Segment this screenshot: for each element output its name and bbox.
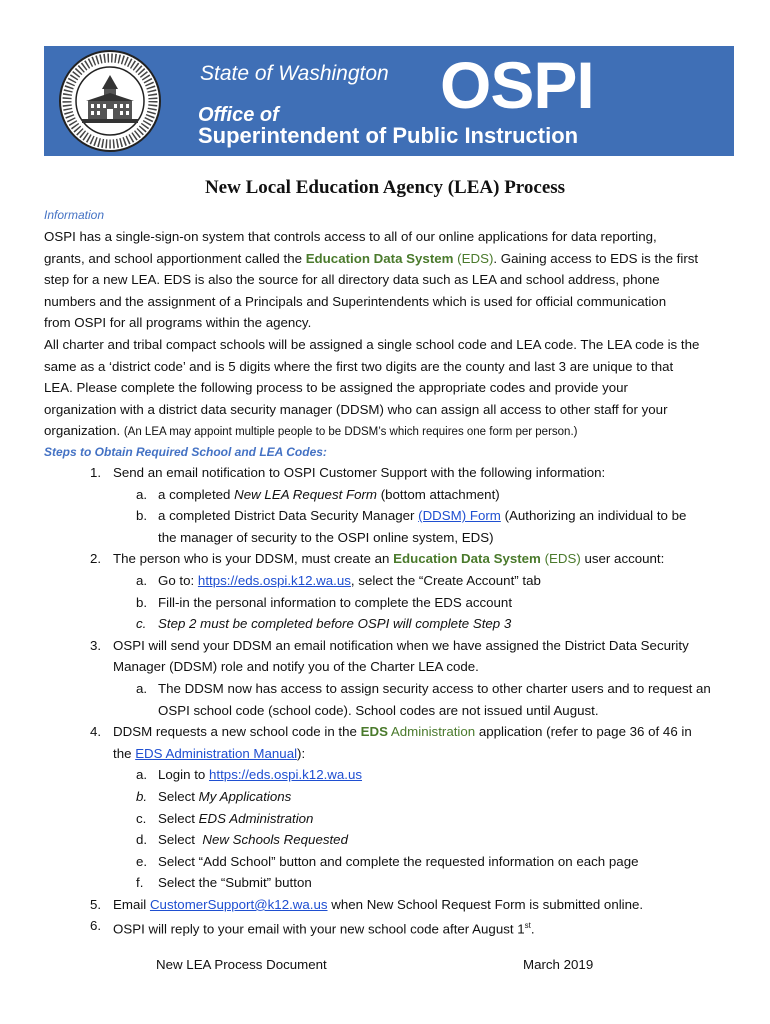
page-title: New Local Education Agency (LEA) Process (204, 177, 566, 198)
list-item: a. Login to https://eds.ospi.k12.wa.us (136, 767, 363, 783)
info-line: from OSPI for all programs within the agency. (44, 315, 312, 331)
ddsm-form-link[interactable]: (DDSM) Form (418, 508, 501, 524)
footer-date: March 2019 (523, 957, 594, 972)
list-item: 3. OSPI will send your DDSM an email notification when we have assigned the District Data Security (90, 637, 689, 653)
list-item: the EDS Administration Manual): (113, 745, 306, 761)
list-item: OSPI school code (school code). School codes are not issued until August. (158, 702, 599, 718)
info-note: (An LEA may appoint multiple people to be DDSM’s which requires one form per person.) (123, 426, 578, 439)
list-item: the manager of security to the OSPI online system, EDS) (158, 529, 494, 545)
list-item: a. The DDSM now has access to assign security access to other charter users and to request an (136, 680, 711, 696)
banner-office-of: Office of (198, 104, 279, 126)
list-item: Manager (DDSM) role and notify you of the Charter LEA code. (113, 659, 479, 675)
info-line: numbers and the assignment of a Principals and Superintendents which is used for official communication (44, 293, 667, 309)
information-label: Information (44, 208, 105, 222)
list-item: 5. Email CustomerSupport@k12.wa.us when New School Request Form is submitted online. (90, 896, 644, 912)
banner-state-name: State of Washington (200, 62, 389, 85)
info-line: LEA. Please complete the following process to be assigned the appropriate codes and provide your (44, 380, 628, 396)
list-item: d. Select New Schools Requested (136, 832, 348, 848)
list-item: b. Fill-in the personal information to complete the EDS account (136, 594, 513, 610)
list-item: a. a completed New LEA Request Form (bottom attachment) (136, 486, 500, 502)
information-paragraph (44, 226, 734, 444)
eds-login-link[interactable]: https://eds.ospi.k12.wa.us (209, 767, 363, 783)
list-item: 6. OSPI will reply to your email with your new school code after August 1st. (90, 918, 535, 937)
state-seal-logo (58, 49, 162, 153)
list-item: 4. DDSM requests a new school code in the EDS Administration application (refer to page 36 of 46 in (90, 724, 692, 740)
info-line: organization. (An LEA may appoint multiple people to be DDSM’s which requires one form per person.) (44, 423, 578, 439)
info-line: OSPI has a single-sign-on system that controls access to all of our online applications for data reporting, (44, 229, 657, 244)
info-line: step for a new LEA. EDS is also the source for all directory data such as LEA and school address, phone (44, 272, 660, 288)
list-item: c. Select EDS Administration (136, 810, 314, 826)
list-item: f. Select the “Submit” button (136, 875, 312, 891)
list-item: 1. Send an email notification to OSPI Customer Support with the following information: (90, 465, 606, 480)
ospi-logo-text: OSPI (440, 48, 594, 122)
list-item: 2. The person who is your DDSM, must create an Education Data System (EDS) user account: (90, 551, 665, 567)
info-line: grants, and school apportionment called the Education Data System (EDS). Gaining access to EDS is the first (44, 250, 699, 266)
eds-manual-link[interactable]: EDS Administration Manual (135, 745, 298, 761)
list-item: b. Select My Applications (136, 788, 292, 804)
eds-term: Education Data System (305, 250, 454, 266)
eds-url-link[interactable]: https://eds.ospi.k12.wa.us (197, 572, 351, 588)
steps-label: Steps to Obtain Required School and LEA Codes: (44, 445, 327, 459)
list-item: c. Step 2 must be completed before OSPI will complete Step 3 (136, 616, 512, 632)
customer-support-email-link[interactable]: CustomerSupport@k12.wa.us (149, 896, 328, 912)
banner-superintendent: Superintendent of Public Instruction (198, 123, 579, 148)
list-item: b. a completed District Data Security Manager (DDSM) Form (Authorizing an individual to be (136, 508, 687, 524)
info-line: same as a ‘district code’ and is 5 digits where the first two digits are the county and last 3 are unique to that (44, 358, 674, 374)
list-item: e. Select “Add School” button and complete the requested information on each page (136, 853, 639, 869)
list-item: a. Go to: https://eds.ospi.k12.wa.us, select the “Create Account” tab (136, 572, 541, 588)
steps-list (44, 462, 744, 937)
info-line: organization with a district data security manager (DDSM) who can assign all access to other staff for your (44, 401, 668, 417)
footer-document-name: New LEA Process Document (156, 957, 327, 972)
info-line: All charter and tribal compact schools will be assigned a single school code and LEA code. The LEA code is the (44, 336, 700, 352)
